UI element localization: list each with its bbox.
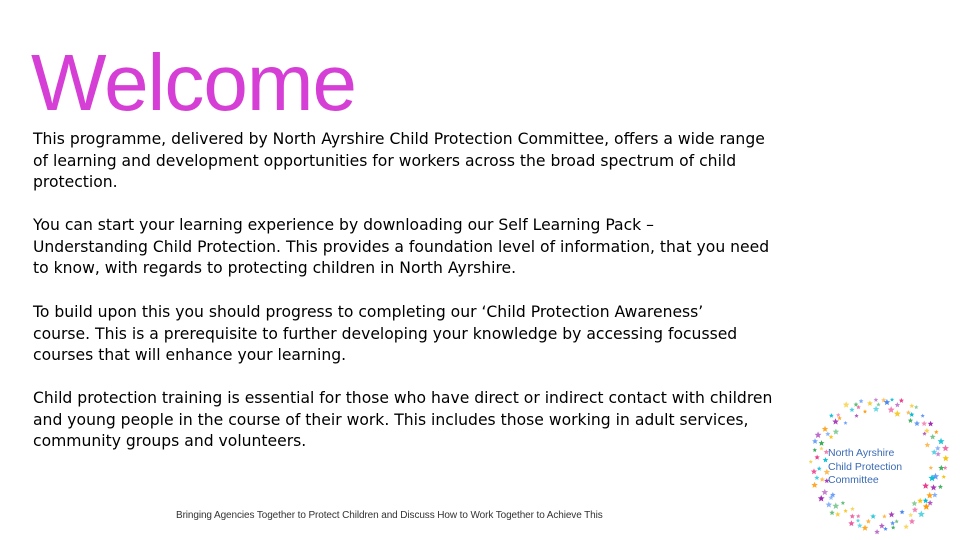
page-title: Welcome [31, 38, 356, 127]
logo-star [837, 416, 842, 420]
logo-star [909, 403, 914, 408]
logo-star [815, 431, 822, 438]
logo-star [928, 421, 934, 427]
logo-star [888, 511, 894, 517]
logo-star [935, 445, 941, 450]
logo-star [891, 525, 896, 529]
logo-star [900, 509, 905, 514]
logo-star [822, 426, 828, 432]
logo-star [938, 438, 945, 445]
logo-star [870, 513, 876, 518]
logo-star [843, 509, 847, 513]
logo-star [929, 466, 933, 470]
logo-star [942, 455, 949, 461]
logo-star [917, 498, 923, 504]
logo-star [836, 413, 840, 417]
self-learning-paragraph: You can start your learning experience by downloading our Self Learning Pack – Understanding Child Protection. This provides a foundation level of information, that you need to know, with regards to protecting children in North Ayrshire. [33, 216, 770, 277]
logo-star [930, 434, 936, 440]
logo-star [825, 431, 830, 436]
awareness-course-paragraph: To build upon this you should progress to completing our ‘Child Protection Awareness’ course. This is a prerequisite to further developing your knowledge by accessing focussed courses that will enhance your learning. [33, 303, 738, 364]
logo-star [859, 399, 864, 404]
logo-star [850, 514, 855, 519]
logo-star [903, 524, 909, 529]
logo-star [888, 406, 895, 413]
logo-star [832, 502, 839, 509]
logo-star [811, 482, 817, 488]
logo-star [814, 475, 819, 480]
logo-star [857, 523, 863, 528]
logo-star [829, 510, 835, 515]
logo-star [874, 529, 880, 534]
logo-star [914, 420, 920, 426]
logo-star [934, 430, 939, 434]
training-essential-paragraph: Child protection training is essential for those who have direct or indirect contact with children and young people in the course of their work. This includes those working in adult services, community groups and volunteers. [33, 389, 773, 450]
logo-star [894, 410, 901, 417]
logo-star [874, 397, 879, 401]
logo-star [899, 398, 904, 403]
logo-star [829, 413, 834, 418]
logo-star [813, 448, 817, 452]
logo-star [811, 468, 817, 474]
logo-star [819, 446, 823, 450]
logo-star [895, 402, 901, 407]
logo-star [926, 492, 933, 499]
logo-star [908, 418, 913, 423]
logo-star [908, 512, 913, 517]
logo-star [911, 500, 917, 506]
logo-star [821, 489, 828, 495]
logo-star [854, 414, 858, 418]
logo-star [942, 475, 946, 479]
logo-star [853, 402, 858, 407]
logo-star [843, 401, 850, 407]
committee-logo [805, 390, 953, 538]
intro-paragraph: This programme, delivered by North Ayrshire Child Protection Committee, offers a wide range of learning and development opportunities for workers across the broad spectrum of child protection. [33, 130, 765, 191]
logo-star [921, 414, 925, 418]
logo-star [841, 501, 846, 505]
logo-star [826, 501, 832, 507]
logo-star [922, 482, 929, 488]
logo-star [856, 514, 860, 518]
logo-star [909, 518, 915, 524]
logo-star [879, 523, 885, 529]
logo-star [938, 465, 944, 471]
logo-star [863, 409, 867, 413]
logo-star [814, 455, 819, 460]
footer-tagline: Bringing Agencies Together to Protect Children and Discuss How to Work Together to Achieve This [176, 510, 603, 521]
logo-star [924, 442, 930, 447]
logo-star [932, 492, 938, 497]
logo-star [876, 402, 880, 406]
logo-star [856, 518, 860, 522]
logo-star [921, 421, 927, 427]
logo-star [938, 484, 943, 489]
logo-star [895, 519, 899, 523]
logo-star [832, 418, 839, 424]
logo-star [820, 477, 825, 482]
logo-star [818, 495, 825, 501]
logo-star [849, 407, 854, 412]
logo-star [890, 398, 894, 402]
logo-star [843, 421, 847, 425]
logo-star [862, 525, 868, 531]
logo-star [835, 512, 841, 517]
logo-star [890, 521, 895, 526]
logo-text: North Ayrshire Child Protection Committee [828, 447, 903, 486]
logo-star [809, 460, 813, 464]
logo-star [867, 400, 873, 406]
logo-star [850, 507, 855, 511]
logo-star [883, 527, 887, 531]
logo-star [848, 520, 854, 526]
logo-star [942, 445, 949, 452]
logo-star [912, 507, 918, 513]
logo-star [819, 440, 825, 446]
logo-star [914, 405, 918, 409]
logo-star [833, 428, 839, 434]
logo-star [817, 466, 822, 471]
logo-star [873, 406, 880, 412]
logo-star [930, 484, 936, 490]
logo-star [918, 511, 925, 518]
logo-star [927, 500, 933, 506]
logo-star [829, 435, 834, 440]
logo-star [812, 438, 818, 444]
logo-star [882, 514, 887, 518]
logo-star [866, 519, 871, 524]
